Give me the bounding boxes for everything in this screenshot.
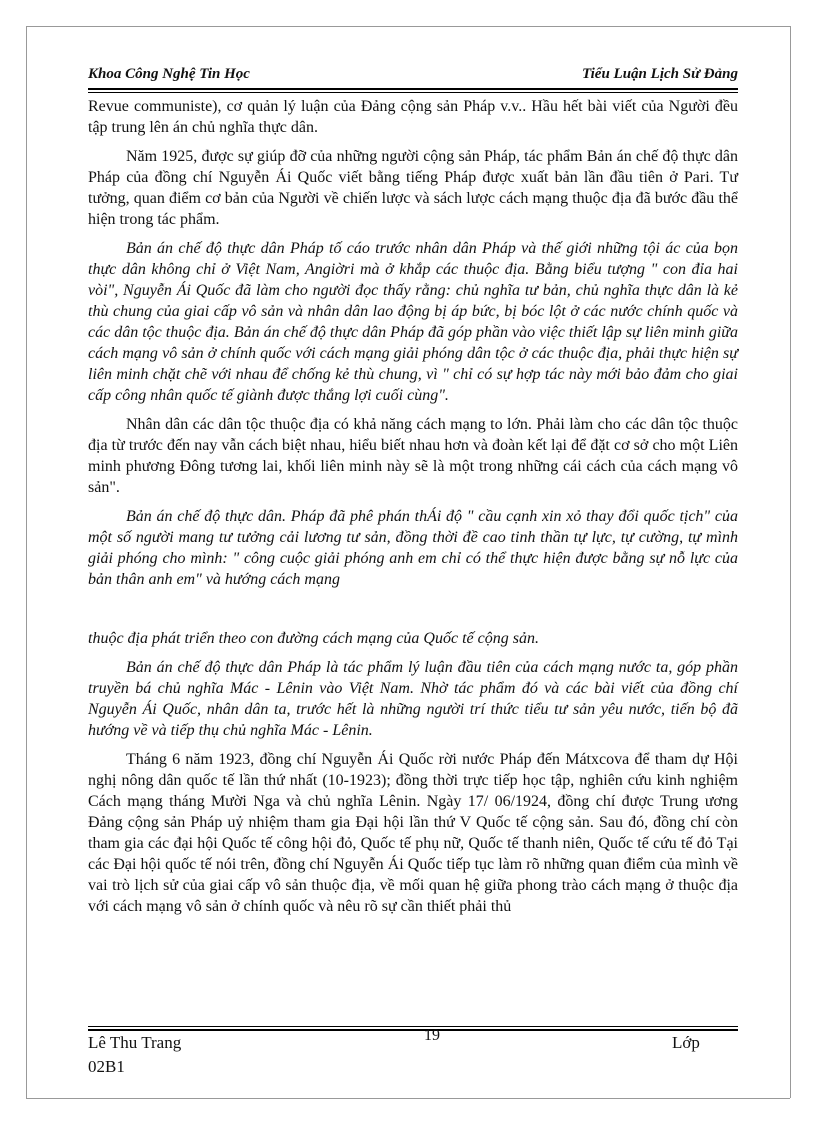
paragraph-2: Năm 1925, được sự giúp đỡ của những người cộng sản Pháp, tác phẩm Bản án chế độ thực dân Pháp của đồng chí Nguyễn Ái Quốc viết bằng tiếng Pháp được xuất bản lần đầu tiên ở Pari. Tư tưởng, quan điểm cơ bản của Người về chiến lược và sách lược cách mạng thuộc địa đã bước đầu thể hiện trong tác phẩm. bbox=[88, 148, 738, 228]
paragraph-1: Revue communiste), cơ quản lý luận của Đảng cộng sản Pháp v.v.. Hầu hết bài viết của Người đều tập trung lên án chủ nghĩa thực dân. bbox=[88, 98, 738, 136]
page-header bbox=[88, 66, 738, 88]
footer-class-code: 02B1 bbox=[88, 1057, 125, 1076]
paragraph-3: Bản án chế độ thực dân Pháp tố cáo trước nhân dân Pháp và thế giới những tội ác của bọn thực dân không chỉ ở Việt Nam, Angiờri mà ở khắp các thuộc địa. Bằng biểu tượng " con đỉa hai vòi", Nguyễn Ái Quốc đã làm cho người đọc thấy rằng: chủ nghĩa tư bản, chủ nghĩa thực dân là kẻ thù chung của giai cấp vô sản và nhân dân lao động bị áp bức, bị bóc lột ở các nước chính quốc và các dân tộc thuộc địa. Bản án chế độ thực dân Pháp đã góp phần vào việc thiết lập sự liên minh giữa cách mạng vô sản ở chính quốc với cách mạng giải phóng dân tộc ở các thuộc địa, phải thực hiện sự liên minh chặt chẽ với nhau để chống kẻ thù chung, vì " chỉ có sự hợp tác này mới bảo đảm cho giai cấp công nhân quốc tế giành được thắng lợi cuối cùng". bbox=[88, 240, 738, 404]
paragraph-5: Bản án chế độ thực dân. Pháp đã phê phán thÁi độ " cầu cạnh xin xỏ thay đổi quốc tịch" của một số người mang tư tưởng cải lương tư sản, đồng thời đề cao tinh thần tự lực, tự cường, tự mình giải phóng cho mình: " công cuộc giải phóng anh em chỉ có thể thực hiện được bằng sự nỗ lực của bản thân anh em" và hướng cách mạng bbox=[88, 508, 738, 588]
footer-author: Lê Thu Trang bbox=[88, 1033, 182, 1052]
paragraph-7: Bản án chế độ thực dân Pháp là tác phẩm lý luận đầu tiên của cách mạng nước ta, góp phần truyền bá chủ nghĩa Mác - Lênin vào Việt Nam. Nhờ tác phẩm đó và các bài viết của đồng chí Nguyễn Ái Quốc, nhân dân ta, trước hết là những người trí thức tiểu tư sản yêu nước, tiến bộ đã hướng về và tiếp thụ chủ nghĩa Mác - Lênin. bbox=[88, 659, 738, 739]
page-frame-top bbox=[26, 26, 790, 27]
header-subject: Tiểu Luận Lịch Sử Đảng bbox=[582, 66, 738, 82]
footer-rule-thick bbox=[88, 1029, 738, 1031]
page-frame-left bbox=[26, 26, 27, 1098]
page-frame-right bbox=[790, 26, 791, 1098]
footer-class-label: Lớp bbox=[672, 1033, 700, 1052]
page-frame-bottom bbox=[26, 1098, 790, 1099]
header-faculty: Khoa Công Nghệ Tin Học bbox=[88, 66, 250, 82]
footer-rule-thin bbox=[88, 1026, 738, 1027]
paragraph-4: Nhân dân các dân tộc thuộc địa có khả năng cách mạng to lớn. Phải làm cho các dân tộc thuộc địa từ trước đến nay vẫn cách biệt nhau, hiểu biết nhau hơn và đoàn kết lại để đặt cơ sở cho một Liên minh phương Đông tương lai, khối liên minh này sẽ là một trong những cái cách của cách mạng vô sản". bbox=[88, 416, 738, 496]
paragraph-8: Tháng 6 năm 1923, đồng chí Nguyễn Ái Quốc rời nước Pháp đến Mátxcova để tham dự Hội nghị nông dân quốc tế lần thứ nhất (10-1923); đồng thời trực tiếp học tập, nghiên cứu kinh nghiệm Cách mạng tháng Mười Nga và chủ nghĩa Lênin. Ngày 17/ 06/1924, đồng chí được Trung ương Đảng cộng sản Pháp uỷ nhiệm tham gia Đại hội lần thứ V Quốc tế cộng sản. Sau đó, đồng chí còn tham gia các đại hội Quốc tế công hội đỏ, Quốc tế phụ nữ, Quốc tế thanh niên, Quốc tế cứu tế đỏ Tại các Đại hội quốc tế nói trên, đồng chí Nguyễn Ái Quốc tiếp tục làm rõ những quan điểm của mình về vai trò lịch sử của giai cấp vô sản thuộc địa, về mối quan hệ giữa phong trào cách mạng ở thuộc địa với cách mạng vô sản ở chính quốc và nêu rõ sự cần thiết phải thủ bbox=[88, 751, 738, 915]
body-text bbox=[88, 96, 738, 925]
paragraph-6: thuộc địa phát triển theo con đường cách mạng của Quốc tế cộng sản. bbox=[88, 630, 539, 647]
header-rule-thin bbox=[88, 92, 738, 93]
header-rule-thick bbox=[88, 88, 738, 90]
page-number: 19 bbox=[424, 1027, 440, 1044]
